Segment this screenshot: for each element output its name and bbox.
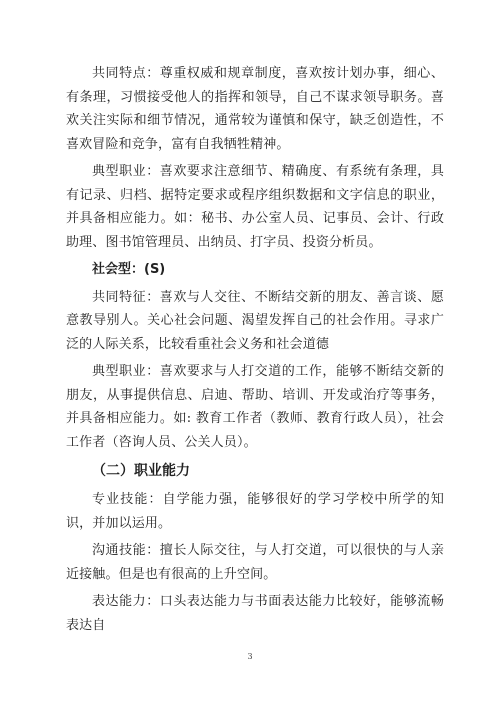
document-body: [66, 62, 444, 637]
paragraph-expression-ability: 表达能力：口头表达能力与书面表达能力比较好，能够流畅表达自: [66, 594, 444, 633]
section-title-career-ability: （二）职业能力: [92, 463, 190, 479]
heading-social-type: 社会型：(S): [92, 262, 166, 277]
paragraph-common-traits-social: 共同特征：喜欢与人交往、不断结交新的朋友、善言谈、愿意教导别人。关心社会问题、渴望发挥自己的社会作用。寻求广泛的人际关系，比较看重社会义务和社会道德: [66, 289, 444, 352]
page-number: 3: [247, 652, 253, 661]
paragraph-professional-skills: 专业技能：自学能力强，能够很好的学习学校中所学的知识，并加以运用。: [66, 492, 444, 531]
paragraph-common-traits-conventional: 共同特点：尊重权威和规章制度，喜欢按计划办事，细心、有条理，习惯接受他人的指挥和领导，自己不谋求领导职务。喜欢关注实际和细节情况，通常较为谨慎和保守，缺乏创造性，不喜欢冒险和竞争，富有自我牺牲精神。: [66, 66, 444, 152]
paragraph-communication-skills: 沟通技能：擅长人际交往，与人打交道，可以很快的与人亲近接触。但是也有很高的上升空间。: [66, 543, 444, 582]
paragraph-typical-jobs-social: 典型职业：喜欢要求与人打交道的工作，能够不断结交新的朋友，从事提供信息、启迪、帮助、培训、开发或治疗等事务，并具备相应能力。如: 教育工作者（教师、教育行政人员），社会工作者（咨询人员、公关人员）。: [66, 364, 444, 450]
paragraph-typical-jobs-conventional: 典型职业：喜欢要求注意细节、精确度、有系统有条理，具有记录、归档、据特定要求或程序组织数据和文字信息的职业，并具备相应能力。如：秘书、办公室人员、记事员、会计、行政助理、图书馆管理员、出纳员、打字员、投资分析员。: [66, 164, 444, 250]
